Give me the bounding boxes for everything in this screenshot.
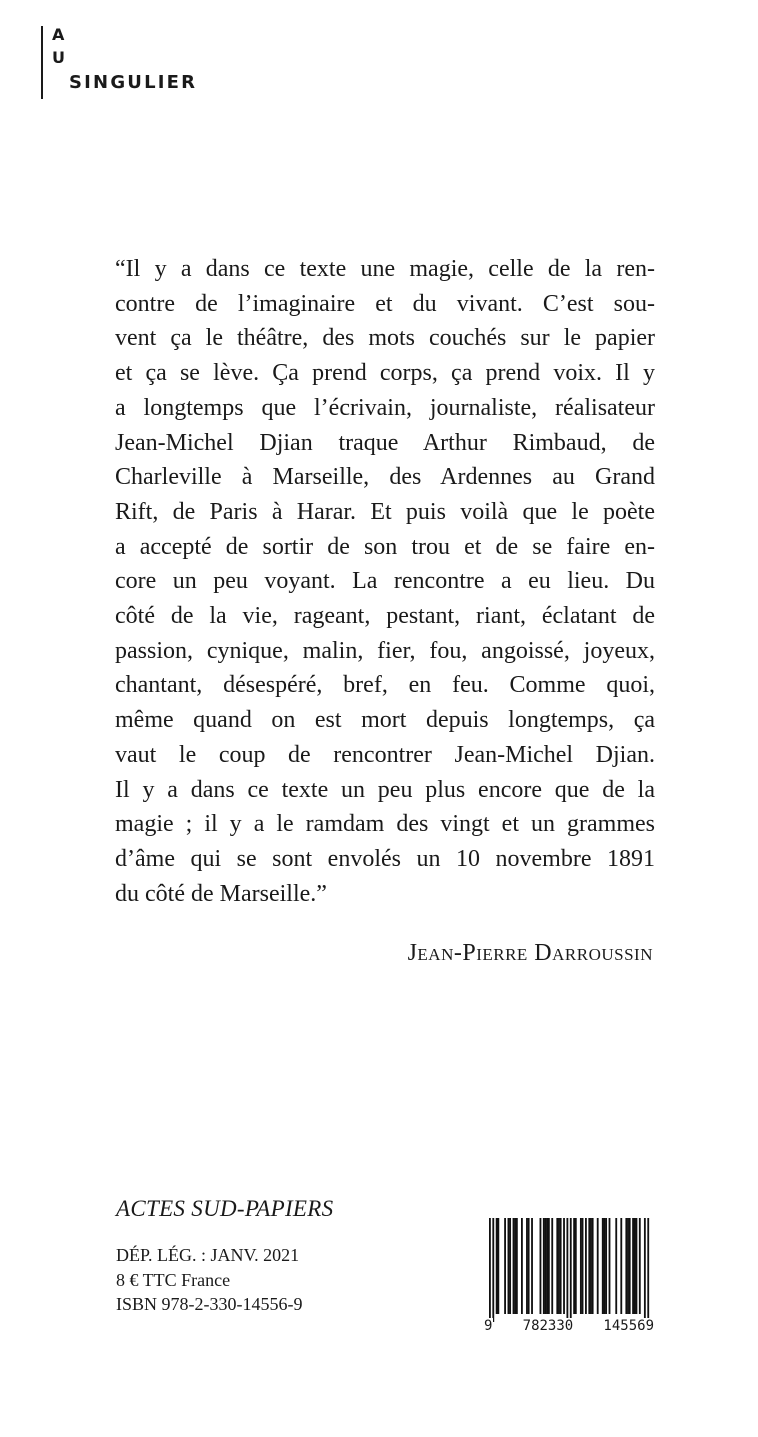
quote-line: “Il y a dans ce texte une magie, celle de la ren- (115, 256, 655, 282)
barcode-digits-right: 145569 (603, 1318, 654, 1334)
barcode-bar (556, 1218, 558, 1314)
barcode-bar (546, 1218, 548, 1314)
quote-line: Jean-Michel Djian traque Arthur Rimbaud, de (115, 429, 655, 456)
quote-line: du côté de Marseille.” (115, 880, 327, 907)
barcode-bar (647, 1218, 649, 1322)
barcode-bar (580, 1218, 582, 1314)
barcode-bar (514, 1218, 516, 1314)
barcode-bar (504, 1218, 506, 1314)
barcode-bar (528, 1218, 530, 1314)
barcode-bar (508, 1218, 510, 1314)
isbn-barcode (483, 1218, 655, 1334)
barcode-bar (605, 1218, 607, 1314)
barcode-bar (620, 1218, 622, 1314)
barcode-bar (551, 1218, 553, 1314)
barcode-bar (602, 1218, 604, 1314)
barcode-bar (597, 1218, 599, 1314)
quote-line: côté de la vie, rageant, pestant, riant, éclatant de (115, 603, 655, 630)
barcode-bar (644, 1218, 646, 1322)
legal-info (116, 1243, 303, 1317)
quote-line: et ça se lève. Ça prend corps, ça prend voix. Il y (115, 360, 655, 387)
barcode-bar (497, 1218, 499, 1314)
barcode-bar (566, 1218, 568, 1322)
barcode-bar (545, 1218, 547, 1314)
publisher-logo: ACTES SUD-PAPIERS (116, 1196, 334, 1221)
barcode-bar (540, 1218, 542, 1314)
barcode-bar (585, 1218, 587, 1314)
barcode-bar (543, 1218, 545, 1314)
barcode-digits-left: 782330 (522, 1318, 574, 1334)
barcode-bar (634, 1218, 636, 1314)
barcode-bar (629, 1218, 631, 1314)
barcode-bar (526, 1218, 528, 1314)
series-letter-a: A (52, 25, 66, 44)
barcode-bar (563, 1218, 565, 1314)
barcode-bar (592, 1218, 594, 1314)
barcode-bar (496, 1218, 498, 1314)
series-title: SINGULIER (69, 72, 198, 93)
barcode-bar (492, 1218, 494, 1322)
barcode-digits (483, 1318, 655, 1334)
barcode-bar (615, 1218, 617, 1314)
barcode-bar (570, 1218, 572, 1322)
barcode-bar (604, 1218, 606, 1314)
quote-line: passion, cynique, malin, fier, fou, angoissé, joyeux, (115, 637, 655, 664)
barcode-bar (588, 1218, 590, 1314)
quote-line: Charleville à Marseille, des Ardennes au Grand (115, 464, 655, 491)
barcode-bar (590, 1218, 592, 1314)
quote-line: vaut le coup de rencontrer Jean-Michel Djian. (115, 741, 655, 768)
price: 8 € TTC France (116, 1269, 231, 1290)
quote-line: même quand on est mort depuis longtemps, ça (115, 707, 655, 734)
barcode-bar (573, 1218, 575, 1314)
barcode-bar (548, 1218, 550, 1314)
barcode-bar (625, 1218, 627, 1314)
quote-line: a accepté de sortir de son trou et de se faire en- (115, 533, 655, 560)
barcode-bar (516, 1218, 518, 1314)
barcode-digit-first: 9 (484, 1318, 493, 1334)
barcode-bar (609, 1218, 611, 1314)
back-cover-quote (115, 252, 655, 911)
barcode-bar (489, 1218, 491, 1322)
quote-line: a longtemps que l’écrivain, journaliste, réalisateur (115, 394, 655, 421)
barcode-bar (575, 1218, 577, 1314)
quote-line: contre de l’imaginaire et du vivant. C’est sou- (115, 290, 655, 317)
quote-line: d’âme qui se sont envolés un 10 novembre 1891 (115, 845, 655, 872)
quote-line: chantant, désespéré, bref, en feu. Comme quoi, (115, 672, 655, 699)
barcode-bar (582, 1218, 584, 1314)
quote-author: Jean-Pierre Darroussin (407, 940, 653, 966)
barcode-bar (513, 1218, 515, 1314)
barcode-bars (483, 1218, 655, 1322)
quote-line: Il y a dans ce texte un peu plus encore que de la (115, 776, 655, 803)
barcode-bar (531, 1218, 533, 1314)
barcode-bar (636, 1218, 638, 1314)
series-letter-u: U (52, 48, 66, 67)
series-vertical-rule (41, 26, 43, 99)
barcode-bar (521, 1218, 523, 1314)
quote-line: Rift, de Paris à Harar. Et puis voilà que le poète (115, 498, 655, 525)
barcode-bar (639, 1218, 641, 1314)
barcode-bar (632, 1218, 634, 1314)
barcode-bar (560, 1218, 562, 1314)
quote-line: vent ça le théâtre, des mots couchés sur le papier (115, 325, 655, 352)
barcode-bar (558, 1218, 560, 1314)
quote-line: core un peu voyant. La rencontre a eu lieu. Du (115, 568, 655, 595)
legal-deposit: DÉP. LÉG. : JANV. 2021 (116, 1245, 300, 1265)
isbn: ISBN 978-2-330-14556-9 (116, 1294, 303, 1314)
barcode-bar (627, 1218, 629, 1314)
quote-line: magie ; il y a le ramdam des vingt et un grammes (115, 811, 655, 838)
barcode-bar (509, 1218, 511, 1314)
